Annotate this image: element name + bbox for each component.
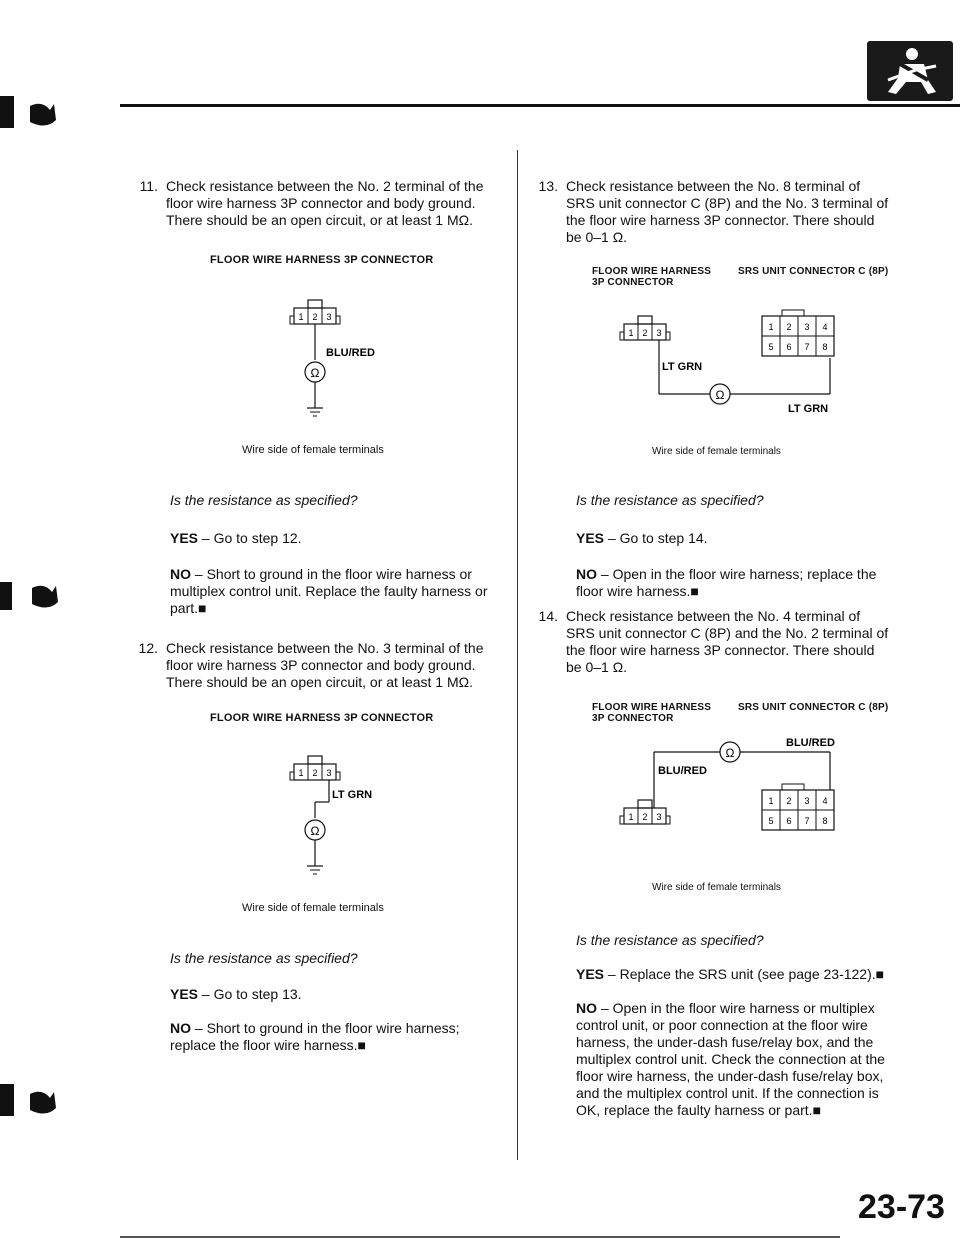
binding-tab-icon [0, 576, 60, 616]
pin-label: 5 [768, 816, 774, 826]
page-number: 23-73 [858, 1188, 945, 1226]
no-label: NO [576, 1000, 597, 1016]
pin-label: 1 [628, 328, 634, 338]
yes-answer: YES – Go to step 13. [170, 986, 302, 1002]
step-text-line: floor wire harness 3P connector and body ground. [166, 657, 476, 673]
pin-label: 1 [768, 796, 774, 806]
no-label: NO [170, 1020, 191, 1036]
no-text: floor wire harness.■ [576, 583, 699, 599]
pin-label: 7 [804, 816, 810, 826]
wire-color-label: BLU/RED [658, 765, 707, 777]
ohmmeter-icon: Ω [725, 746, 735, 760]
no-answer: NO – Open in the floor wire harness or multiplex control unit, or poor connection at the floor wire harness, the under-dash fuse/relay box, and the multiplex control unit. Check the connection at the floor wire harness, the under-dash fuse/relay box, and the multiplex control unit. If the connection is OK, replace the faulty harness or part.■ [576, 1000, 936, 1119]
wire-color-label: BLU/RED [786, 737, 835, 749]
pin-label: 5 [768, 342, 774, 352]
step-text-line: be 0–1 Ω. [566, 659, 628, 675]
no-text: Short to ground in the floor wire harness; [206, 1020, 460, 1036]
diagram-heading-right: SRS UNIT CONNECTOR C (8P) [738, 266, 889, 277]
pin-label: 2 [312, 768, 318, 778]
pin-label: 3 [804, 322, 810, 332]
diagram-caption: Wire side of female terminals [242, 444, 384, 456]
pin-label: 1 [628, 812, 634, 822]
footer-rule [120, 1236, 840, 1238]
ohmmeter-icon: Ω [310, 824, 320, 838]
wire-color-label: LT GRN [788, 403, 829, 415]
step-11 [130, 178, 510, 238]
no-text: harness, the under-dash fuse/relay box, and the [576, 1034, 874, 1050]
pin-label: 3 [656, 328, 662, 338]
diagram-heading-left: FLOOR WIRE HARNESS 3P CONNECTOR [592, 702, 712, 724]
step-text-line: Check resistance between the No. 8 terminal of [566, 178, 861, 194]
no-text: Open in the floor wire harness; replace the [612, 566, 877, 582]
diagram-heading: FLOOR WIRE HARNESS 3P CONNECTOR [210, 254, 434, 266]
question: Is the resistance as specified? [170, 950, 358, 966]
pin-label: 2 [786, 322, 792, 332]
step-text-line: the floor wire harness 3P connector. There should [566, 212, 875, 228]
no-text: multiplex control unit. Check the connection at the [576, 1051, 885, 1067]
pin-label: 2 [642, 812, 648, 822]
no-text: part.■ [170, 600, 207, 616]
pin-label: 3 [656, 812, 662, 822]
no-answer: NO – Short to ground in the floor wire harness or multiplex control unit. Replace the faulty harness or part.■ [170, 566, 510, 617]
no-text: floor wire harness, the under-dash fuse/relay box, [576, 1068, 884, 1084]
ohmmeter-icon: Ω [715, 388, 725, 402]
pin-label: 2 [786, 796, 792, 806]
diagram-caption: Wire side of female terminals [652, 882, 781, 893]
wire-color-label: LT GRN [332, 789, 373, 801]
step-text-line: the floor wire harness 3P connector. There should [566, 642, 875, 658]
pin-label: 3 [326, 312, 332, 322]
pin-label: 4 [822, 322, 828, 332]
step-text-line: There should be an open circuit, or at least 1 MΩ. [166, 212, 473, 228]
pin-label: 1 [298, 312, 304, 322]
column-divider [517, 150, 518, 1160]
seatbelt-srs-icon [866, 40, 954, 102]
diagram-heading-right: SRS UNIT CONNECTOR C (8P) [738, 702, 889, 713]
diagram-caption: Wire side of female terminals [242, 902, 384, 914]
header-rule [120, 104, 960, 107]
wire-color-label: LT GRN [662, 361, 703, 373]
step-12 [130, 640, 510, 700]
step-text-line: be 0–1 Ω. [566, 229, 628, 245]
pin-label: 4 [822, 796, 828, 806]
yes-text: Go to step 14. [619, 530, 708, 546]
yes-label: YES [170, 530, 199, 546]
yes-label: YES [576, 530, 605, 546]
connector-diagram-12 [280, 752, 430, 892]
no-text: multiplex control unit. Replace the faulty harness or [170, 583, 488, 599]
no-answer: NO – Open in the floor wire harness; replace the floor wire harness.■ [576, 566, 936, 600]
pin-label: 1 [298, 768, 304, 778]
step-number: 14. [538, 608, 558, 624]
step-text-line: Check resistance between the No. 4 terminal of [566, 608, 861, 624]
yes-text: Replace the SRS unit (see page 23-122).■ [619, 966, 885, 982]
no-label: NO [576, 566, 597, 582]
step-14 [530, 608, 950, 686]
yes-label: YES [170, 986, 199, 1002]
binding-tab-icon [0, 1080, 60, 1120]
step-text-line: Check resistance between the No. 2 terminal of the [166, 178, 484, 194]
no-text: replace the floor wire harness.■ [170, 1037, 366, 1053]
step-number: 12. [138, 640, 158, 656]
pin-label: 7 [804, 342, 810, 352]
step-number: 13. [538, 178, 558, 194]
pin-label: 6 [786, 342, 792, 352]
binding-tab-icon [0, 92, 60, 132]
diagram-heading-left: FLOOR WIRE HARNESS 3P CONNECTOR [592, 266, 712, 288]
connector-diagram-11 [280, 296, 430, 436]
step-text-line: floor wire harness 3P connector and body ground. [166, 195, 476, 211]
no-label: NO [170, 566, 191, 582]
pin-label: 1 [768, 322, 774, 332]
no-text: OK, replace the faulty harness or part.■ [576, 1102, 822, 1118]
step-text-line: SRS unit connector C (8P) and the No. 2 terminal of [566, 625, 889, 641]
no-text: control unit, or poor connection at the floor wire [576, 1017, 868, 1033]
pin-label: 8 [822, 342, 828, 352]
pin-label: 3 [804, 796, 810, 806]
question: Is the resistance as specified? [576, 492, 764, 508]
pin-label: 8 [822, 816, 828, 826]
ohmmeter-icon: Ω [310, 366, 320, 380]
step-text-line: Check resistance between the No. 3 terminal of the [166, 640, 484, 656]
diagram-heading: FLOOR WIRE HARNESS 3P CONNECTOR [210, 712, 434, 724]
connector-diagram-13 [610, 296, 870, 426]
yes-text: Go to step 12. [213, 530, 302, 546]
connector-diagram-14 [610, 730, 870, 860]
diagram-caption: Wire side of female terminals [652, 446, 781, 457]
no-text: and the multiplex control unit. If the connection is [576, 1085, 879, 1101]
yes-answer: YES – Go to step 12. [170, 530, 302, 546]
no-answer: NO – Short to ground in the floor wire harness; replace the floor wire harness.■ [170, 1020, 510, 1054]
step-number: 11. [139, 178, 158, 194]
step-13 [530, 178, 950, 256]
pin-label: 3 [326, 768, 332, 778]
step-text-line: There should be an open circuit, or at least 1 MΩ. [166, 674, 473, 690]
pin-label: 2 [312, 312, 318, 322]
no-text: Short to ground in the floor wire harness or [206, 566, 472, 582]
no-text: Open in the floor wire harness or multiplex [612, 1000, 875, 1016]
wire-color-label: BLU/RED [326, 347, 375, 359]
question: Is the resistance as specified? [170, 492, 358, 508]
step-text-line: SRS unit connector C (8P) and the No. 3 terminal of [566, 195, 889, 211]
pin-label: 2 [642, 328, 648, 338]
yes-answer: YES – Go to step 14. [576, 530, 708, 546]
yes-label: YES [576, 966, 605, 982]
yes-text: Go to step 13. [213, 986, 302, 1002]
pin-label: 6 [786, 816, 792, 826]
yes-answer: YES – Replace the SRS unit (see page 23-122).■ [576, 966, 885, 982]
question: Is the resistance as specified? [576, 932, 764, 948]
